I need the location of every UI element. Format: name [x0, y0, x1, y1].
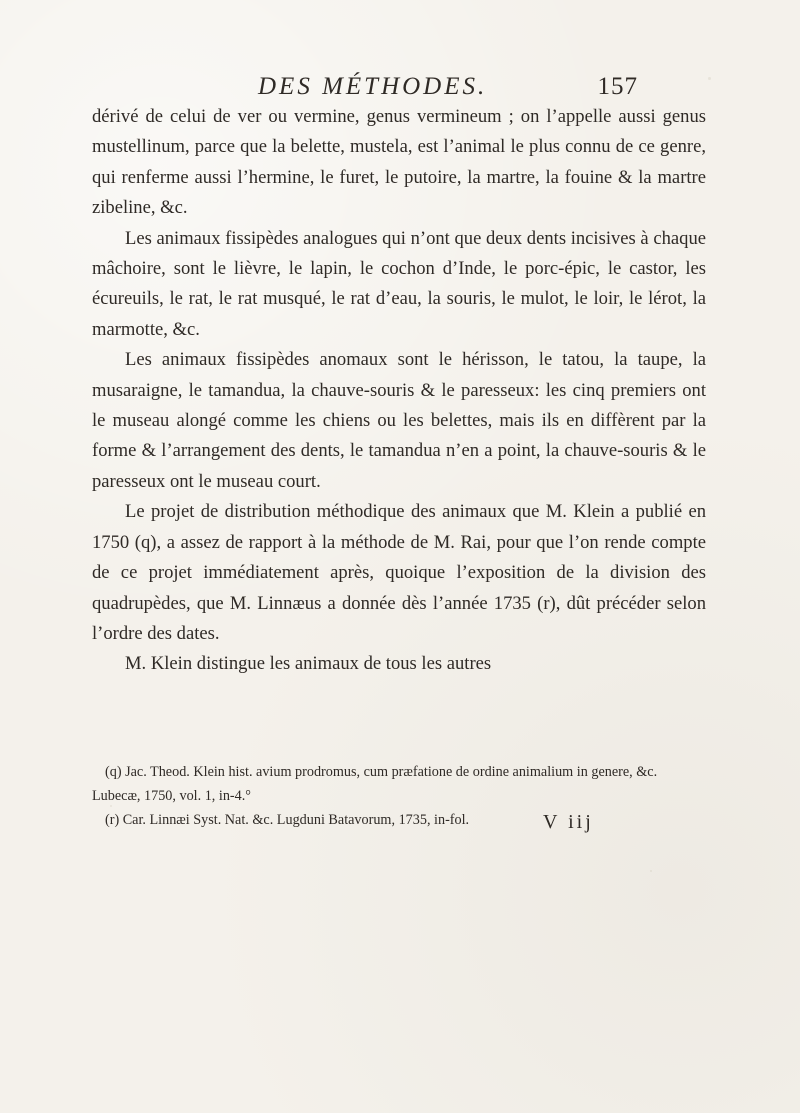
- footnote-q: (q) Jac. Theod. Klein hist. avium prodromus, cum præfatione de ordine animalium in genere, &c. Lubecæ, 1750, vol. 1, in-4.°: [92, 764, 658, 804]
- paragraph-5: M. Klein distingue les animaux de tous les autres: [125, 653, 492, 675]
- page-number: 157: [597, 73, 638, 100]
- paper-stain: [708, 77, 711, 80]
- main-text: [92, 102, 706, 752]
- signature-mark: V iij: [543, 811, 594, 833]
- paragraph-3: Les animaux fissipèdes anomaux sont le hérisson, le tatou, la taupe, la musaraigne, le tamandua, la chauve-souris & le paresseux: les cinq premiers ont le museau alongé comme les chiens ou les belettes, mais ils en diffèrent par la forme & l’arrangement des dents, le tamandua n’en a point, la chauve-souris & le paresseux ont le museau court.: [92, 349, 706, 492]
- running-head: DES MÉTHODES.: [258, 73, 488, 100]
- paragraph-4: Le projet de distribution méthodique des animaux que M. Klein a publié en 1750 (q), a assez de rapport à la méthode de M. Rai, pour que l’on rende compte de ce projet immédiatement après, quoique l’exposition de la division des quadrupèdes, que M. Linnæus a donnée dès l’année 1735 (r), dût précéder selon l’ordre des dates.: [92, 501, 706, 644]
- footnote-r: (r) Car. Linnæi Syst. Nat. &c. Lugduni Batavorum, 1735, in-fol.: [105, 812, 470, 828]
- paper-stain: [650, 870, 652, 872]
- footnotes: [92, 760, 706, 832]
- paragraph-1: dérivé de celui de ver ou vermine, genus vermineum ; on l’appelle aussi genus mustellinum, parce que la belette, mustela, est l’animal le plus connu de ce genre, qui renferme aussi l’hermine, le furet, le putoire, la martre, la fouine & la martre zibeline, &c.: [92, 106, 706, 219]
- paragraph-2: Les animaux fissipèdes analogues qui n’ont que deux dents incisives à chaque mâchoire, sont le lièvre, le lapin, le cochon d’Inde, le porc-épic, le castor, les écureuils, le rat, le rat musqué, le rat d’eau, la souris, le mulot, le loir, le lérot, la marmotte, &c.: [92, 227, 706, 340]
